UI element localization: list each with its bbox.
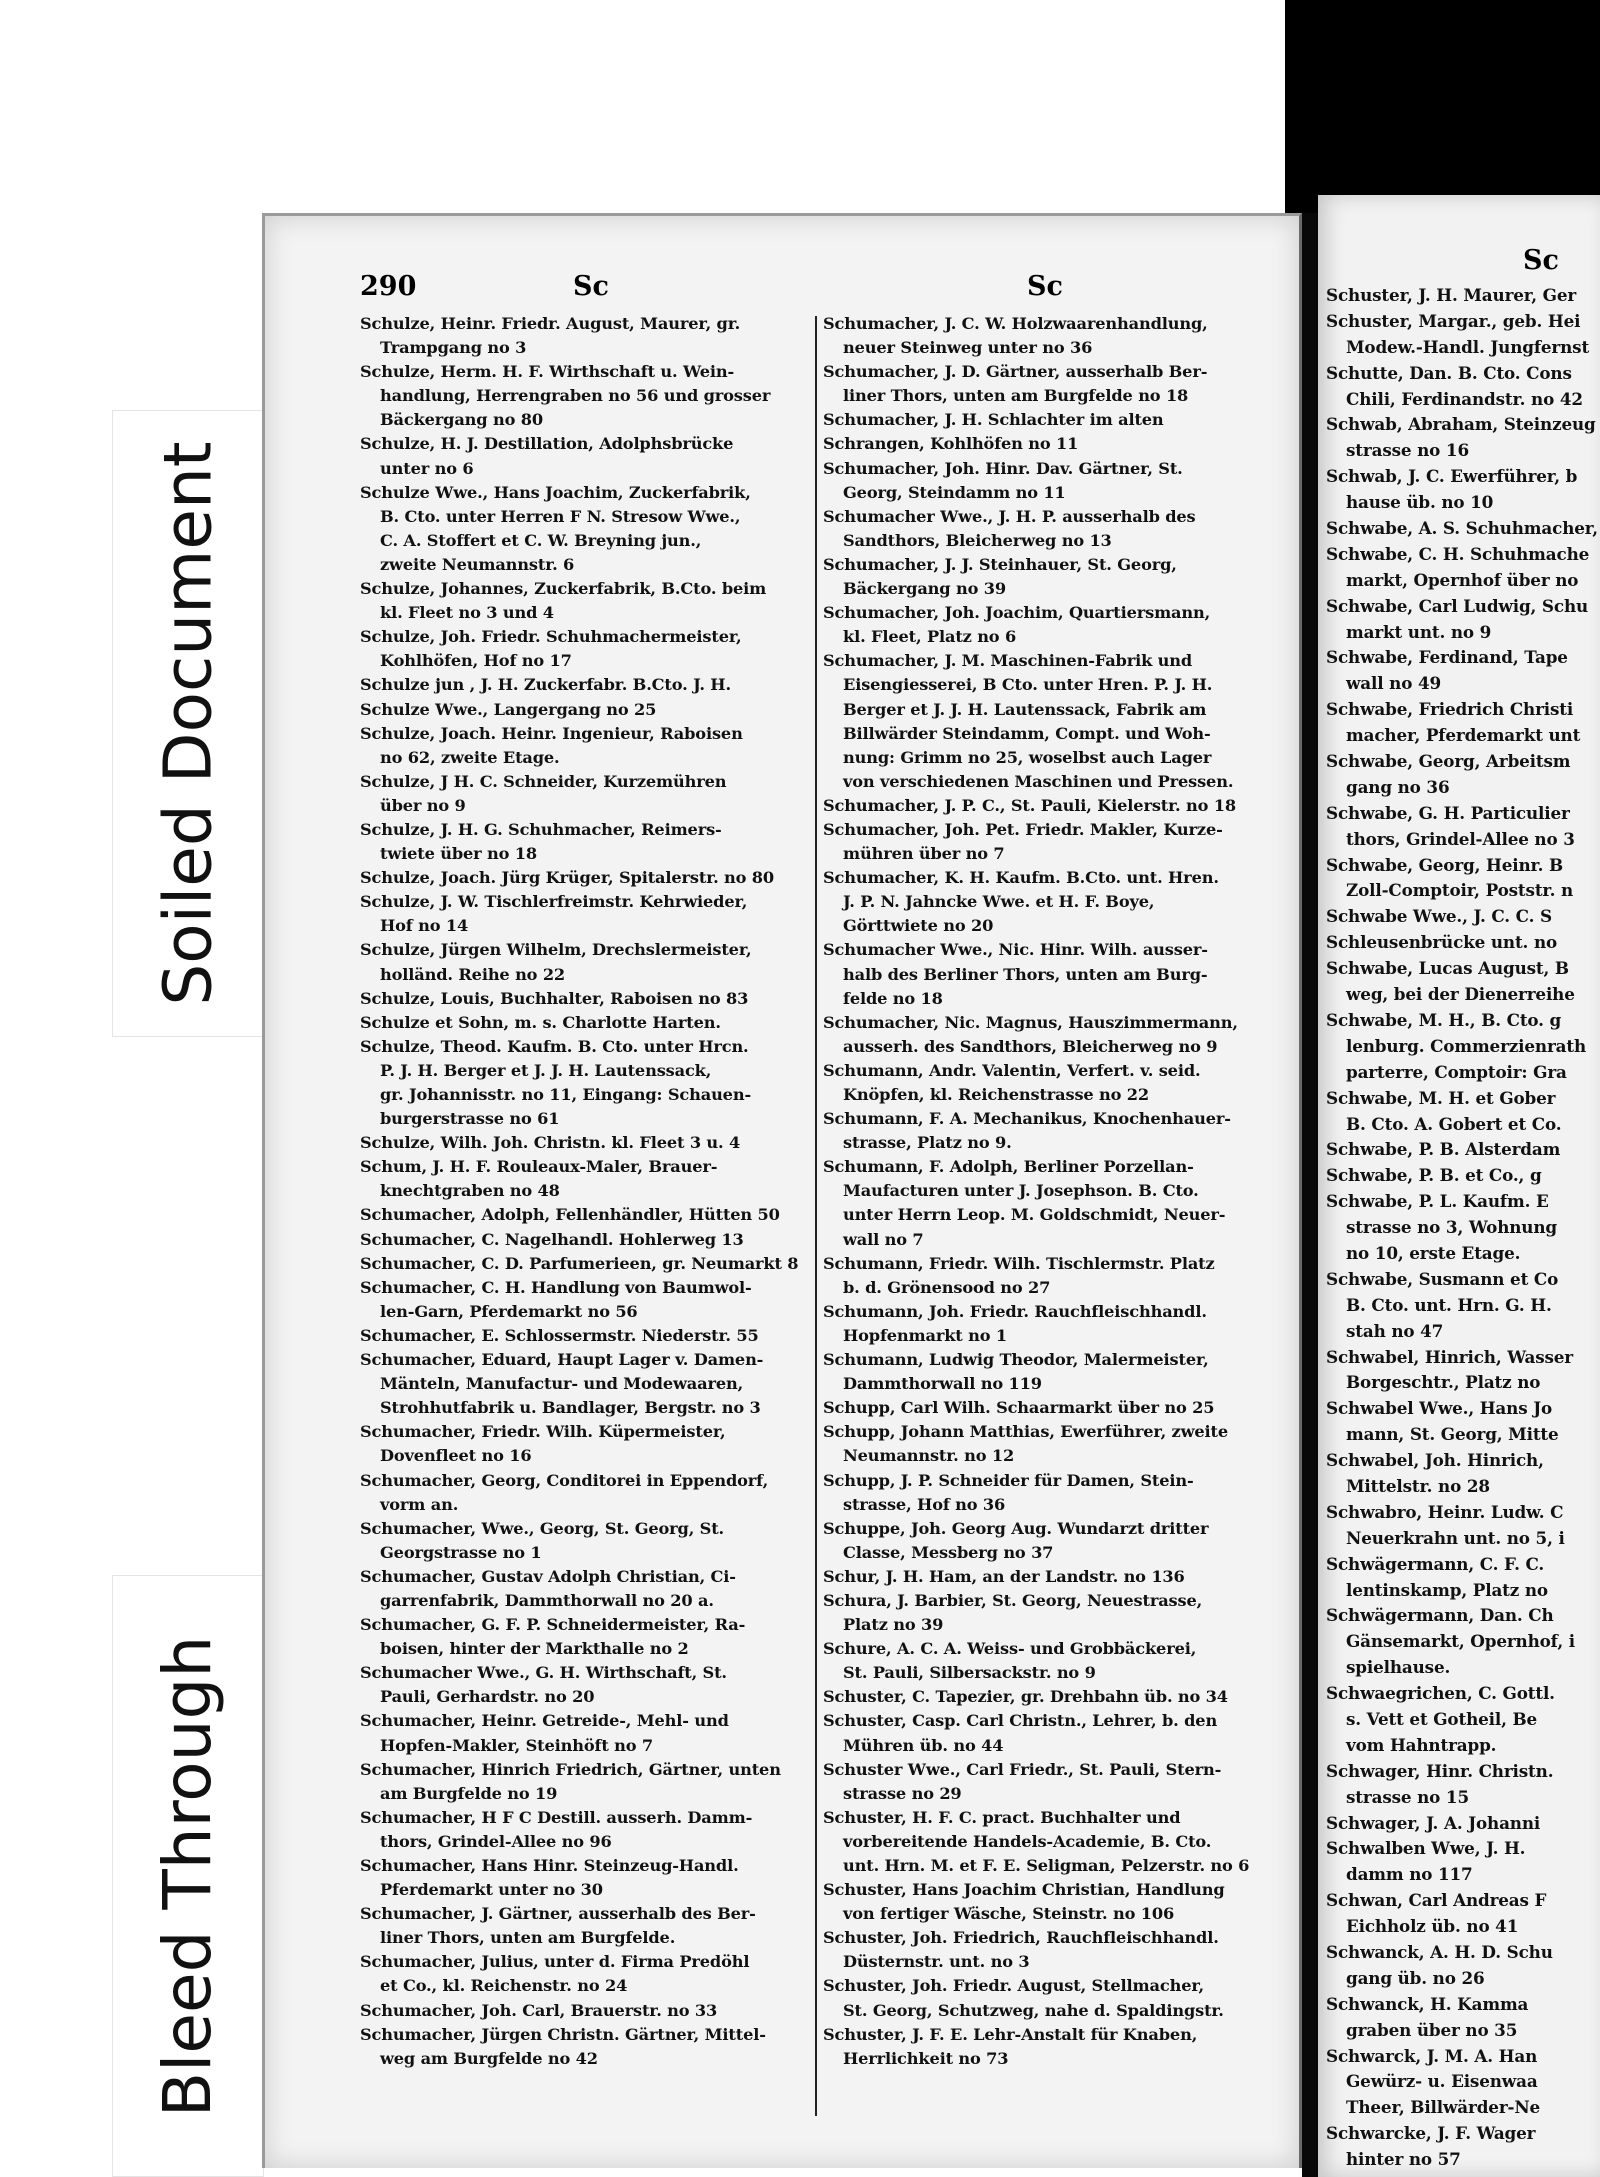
directory-entry-continuation: vorm an. (380, 1494, 459, 1514)
directory-entry-line: Schwabe, Lucas August, B (1326, 958, 1569, 979)
directory-entry-continuation: markt unt. no 9 (1346, 621, 1492, 642)
directory-entry-continuation: Platz no 39 (843, 1615, 944, 1635)
directory-entry-continuation: Pauli, Gerhardstr. no 20 (380, 1687, 595, 1707)
directory-entry-continuation: twiete über no 18 (380, 844, 538, 864)
directory-entry-line: Schuster Wwe., Carl Friedr., St. Pauli, Stern- (823, 1759, 1222, 1779)
directory-entry-line: Schwabe, G. H. Particulier (1326, 802, 1570, 823)
directory-entry-continuation: Georg, Steindamm no 11 (843, 482, 1066, 502)
directory-entry-line: Schwabe, M. H. et Gober (1326, 1087, 1556, 1108)
directory-entry-continuation: handlung, Herrengraben no 56 und grosser (380, 386, 771, 406)
directory-entry-continuation: Eichholz üb. no 41 (1346, 1916, 1519, 1937)
scan-dark-background (1285, 0, 1600, 213)
directory-entry-line: Schulze, J. W. Tischlerfreimstr. Kehrwieder, (360, 892, 748, 912)
directory-entry-continuation: kl. Fleet no 3 und 4 (380, 603, 554, 623)
directory-column-3 (1326, 285, 1600, 2175)
directory-entry-line: Schwabe, Ferdinand, Tape (1326, 647, 1568, 668)
directory-entry-continuation: Neumannstr. no 12 (843, 1446, 1015, 1466)
directory-entry-line: Schleusenbrücke unt. no (1326, 932, 1558, 953)
directory-column-2 (823, 314, 1283, 2073)
directory-entry-line: Schwägermann, Dan. Ch (1326, 1605, 1554, 1626)
directory-entry-line: Schulze Wwe., Hans Joachim, Zuckerfabrik, (360, 482, 751, 502)
directory-entry-line: Schumacher, Eduard, Haupt Lager v. Damen- (360, 1350, 764, 1370)
directory-entry-continuation: s. Vett et Gotheil, Be (1346, 1708, 1538, 1729)
directory-entry-continuation: J. P. N. Jahncke Wwe. et H. F. Boye, (843, 892, 1155, 912)
page-header-left: Sc (573, 271, 609, 302)
directory-entry-continuation: Hof no 14 (380, 916, 469, 936)
directory-entry-line: Schwägermann, C. F. C. (1326, 1553, 1545, 1574)
directory-entry-continuation: unt. Hrn. M. et F. E. Seligman, Pelzerstr. no 6 (843, 1856, 1250, 1875)
directory-entry-line: Schwabel Wwe., Hans Jo (1326, 1398, 1553, 1419)
directory-entry-continuation: weg, bei der Dienerreihe (1346, 984, 1575, 1005)
directory-entry-line: Schumacher, C. H. Handlung von Baumwol- (360, 1277, 752, 1297)
directory-entry-continuation: am Burgfelde no 19 (380, 1783, 558, 1803)
directory-entry-continuation: wall no 49 (1346, 673, 1442, 694)
directory-entry-continuation: Berger et J. J. H. Lautenssack, Fabrik am (843, 699, 1207, 719)
directory-entry-line: Schumacher, Georg, Conditorei in Eppendorf, (360, 1470, 769, 1490)
left-page (262, 213, 1302, 2168)
directory-entry-line: Schwabel, Joh. Hinrich, (1326, 1450, 1544, 1471)
directory-entry-line: Schumacher, C. D. Parfumerieen, gr. Neumarkt 8 (360, 1253, 799, 1273)
directory-entry-line: Schwabe, A. S. Schuhmacher, (1326, 518, 1598, 539)
directory-entry-line: Schuster, H. F. C. pract. Buchhalter und (823, 1807, 1181, 1827)
directory-entry-continuation: strasse, Platz no 9. (843, 1133, 1012, 1153)
directory-entry-continuation: B. Cto. unt. Hrn. G. H. (1346, 1294, 1552, 1315)
directory-entry-continuation: Dovenfleet no 16 (380, 1446, 532, 1466)
soiled-document-label-box (112, 410, 264, 1037)
directory-entry-line: Schwab, Abraham, Steinzeug (1326, 414, 1596, 435)
directory-entry-continuation: mühren über no 7 (843, 844, 1005, 864)
directory-entry-line: Schumacher, Heinr. Getreide-, Mehl- und (360, 1711, 729, 1731)
directory-entry-line: Schwabe, Friedrich Christi (1326, 699, 1574, 720)
directory-entry-line: Schumann, Joh. Friedr. Rauchfleischhandl. (823, 1301, 1207, 1321)
directory-entry-continuation: et Co., kl. Reichenstr. no 24 (380, 1976, 628, 1996)
page-number: 290 (360, 271, 417, 302)
directory-entry-line: Schwarcke, J. F. Wager (1326, 2123, 1536, 2144)
directory-entry-line: Schulze, J. H. G. Schuhmacher, Reimers- (360, 819, 722, 839)
right-page-header: Sc (1523, 245, 1559, 276)
directory-entry-line: Schumacher, K. H. Kaufm. B.Cto. unt. Hren. (823, 868, 1219, 888)
directory-entry-continuation: Bäckergang no 80 (380, 410, 543, 430)
directory-entry-continuation: unter no 6 (380, 458, 474, 478)
directory-entry-line: Schuster, C. Tapezier, gr. Drehbahn üb. no 34 (823, 1687, 1228, 1707)
directory-entry-continuation: Theer, Billwärder-Ne (1346, 2097, 1541, 2118)
directory-entry-continuation: unter Herrn Leop. M. Goldschmidt, Neuer- (843, 1205, 1226, 1225)
directory-entry-line: Schumacher, E. Schlossermstr. Niederstr. 55 (360, 1325, 759, 1345)
directory-entry-continuation: zweite Neumannstr. 6 (380, 554, 575, 574)
directory-entry-line: Schuster, Casp. Carl Christn., Lehrer, b. den (823, 1711, 1218, 1731)
directory-entry-line: Schura, J. Barbier, St. Georg, Neuestrasse, (823, 1590, 1203, 1610)
directory-entry-line: Schumacher, H F C Destill. ausserh. Damm- (360, 1807, 753, 1827)
directory-entry-continuation: liner Thors, unten am Burgfelde. (380, 1928, 676, 1948)
directory-entry-continuation: P. J. H. Berger et J. J. H. Lautenssack, (380, 1060, 712, 1080)
directory-entry-line: Schumann, Andr. Valentin, Verfert. v. seid. (823, 1060, 1201, 1080)
directory-entry-line: Schwanck, H. Kamma (1326, 1993, 1529, 2014)
directory-entry-line: Schwabro, Heinr. Ludw. C (1326, 1501, 1564, 1522)
directory-entry-continuation: Billwärder Steindamm, Compt. und Woh- (843, 723, 1211, 743)
directory-entry-line: Schumann, F. A. Mechanikus, Knochenhauer- (823, 1109, 1231, 1129)
directory-entry-continuation: lenburg. Commerzienrath (1346, 1035, 1587, 1056)
directory-entry-continuation: no 62, zweite Etage. (380, 747, 560, 767)
directory-entry-line: Schulze Wwe., Langergang no 25 (360, 699, 657, 719)
directory-entry-continuation: garrenfabrik, Dammthorwall no 20 a. (380, 1590, 714, 1610)
directory-entry-continuation: no 10, erste Etage. (1346, 1242, 1521, 1263)
directory-entry-line: Schulze, Herm. H. F. Wirthschaft u. Wein- (360, 362, 735, 382)
directory-entry-line: Schumann, Ludwig Theodor, Malermeister, (823, 1350, 1209, 1370)
directory-entry-line: Schumacher, Wwe., Georg, St. Georg, St. (360, 1518, 725, 1538)
directory-entry-line: Schwabe, P. L. Kaufm. E (1326, 1191, 1549, 1212)
directory-entry-continuation: gang no 36 (1346, 776, 1450, 797)
directory-entry-line: Schwabe, Georg, Arbeitsm (1326, 751, 1571, 772)
directory-entry-line: Schumacher, J. C. W. Holzwaarenhandlung, (823, 314, 1208, 333)
directory-entry-line: Schumacher, Hinrich Friedrich, Gärtner, unten (360, 1759, 781, 1779)
directory-entry-continuation: von fertiger Wäsche, Steinstr. no 106 (843, 1904, 1175, 1924)
directory-entry-line: Schulze, Wilh. Joh. Christn. kl. Fleet 3 u. 4 (360, 1133, 741, 1153)
directory-entry-continuation: Maufacturen unter J. Josephson. B. Cto. (843, 1181, 1199, 1201)
directory-entry-continuation: lentinskamp, Platz no (1346, 1579, 1548, 1600)
directory-entry-continuation: Sandthors, Bleicherweg no 13 (843, 530, 1112, 550)
directory-entry-line: Schulze, Jürgen Wilhelm, Drechslermeister, (360, 940, 752, 960)
directory-entry-line: Schwabe Wwe., J. C. C. S (1326, 906, 1552, 927)
directory-entry-line: Schuster, Joh. Friedr. August, Stellmacher, (823, 1976, 1205, 1996)
directory-entry-line: Schumann, F. Adolph, Berliner Porzellan- (823, 1157, 1194, 1177)
directory-entry-continuation: Strohhutfabrik u. Bandlager, Bergstr. no 3 (380, 1398, 761, 1418)
directory-entry-line: Schwabe, P. B. et Co., g (1326, 1165, 1542, 1186)
directory-entry-continuation: hinter no 57 (1346, 2149, 1461, 2170)
directory-entry-line: Schumacher, J. D. Gärtner, ausserhalb Ber- (823, 362, 1208, 382)
directory-entry-line: Schulze, J H. C. Schneider, Kurzemühren (360, 771, 727, 791)
directory-entry-line: Schumann, Friedr. Wilh. Tischlermstr. Platz (823, 1253, 1215, 1273)
directory-entry-continuation: Mittelstr. no 28 (1346, 1475, 1490, 1496)
directory-entry-continuation: Modew.-Handl. Jungfernst (1346, 336, 1590, 357)
directory-entry-continuation: St. Pauli, Silbersackstr. no 9 (843, 1663, 1096, 1683)
soiled-document-label: Soiled Document (149, 441, 227, 1006)
directory-entry-line: Schwaegrichen, C. Gottl. (1326, 1683, 1555, 1704)
directory-entry-line: Schulze, Joach. Jürg Krüger, Spitalerstr. no 80 (360, 868, 775, 888)
directory-entry-line: Schulze, Heinr. Friedr. August, Maurer, gr. (360, 314, 741, 333)
directory-entry-line: Schumacher, Joh. Hinr. Dav. Gärtner, St. (823, 458, 1183, 478)
directory-entry-line: Schumacher, Julius, unter d. Firma Predöhl (360, 1952, 750, 1972)
directory-entry-continuation: C. A. Stoffert et C. W. Breyning jun., (380, 530, 702, 550)
directory-entry-line: Schrangen, Kohlhöfen no 11 (823, 434, 1079, 454)
directory-entry-line: Schumacher, Friedr. Wilh. Küpermeister, (360, 1422, 726, 1442)
directory-entry-continuation: Classe, Messberg no 37 (843, 1542, 1054, 1562)
directory-entry-line: Schwabe, Susmann et Co (1326, 1268, 1559, 1289)
directory-entry-continuation: Pferdemarkt unter no 30 (380, 1880, 603, 1900)
directory-entry-continuation: felde no 18 (843, 988, 943, 1008)
directory-entry-line: Schumacher Wwe., Nic. Hinr. Wilh. ausser- (823, 940, 1208, 960)
directory-entry-continuation: hause üb. no 10 (1346, 492, 1494, 513)
directory-entry-continuation: markt, Opernhof über no (1346, 569, 1579, 590)
directory-entry-continuation: burgerstrasse no 61 (380, 1109, 560, 1129)
directory-entry-line: Schumacher, J. J. Steinhauer, St. Georg, (823, 554, 1177, 574)
directory-entry-continuation: über no 9 (380, 795, 466, 815)
directory-entry-continuation: B. Cto. unter Herren F N. Stresow Wwe., (380, 506, 741, 526)
directory-entry-continuation: weg am Burgfelde no 42 (380, 2048, 598, 2068)
directory-entry-continuation: von verschiedenen Maschinen und Pressen. (843, 771, 1234, 791)
directory-entry-continuation: St. Georg, Schutzweg, nahe d. Spaldingstr. (843, 2000, 1224, 2020)
directory-entry-continuation: vorbereitende Handels-Academie, B. Cto. (843, 1831, 1212, 1851)
directory-entry-line: Schumacher, C. Nagelhandl. Hohlerweg 13 (360, 1229, 744, 1249)
directory-entry-continuation: Düsternstr. unt. no 3 (843, 1952, 1030, 1972)
directory-entry-continuation: wall no 7 (843, 1229, 924, 1249)
directory-entry-continuation: strasse no 3, Wohnung (1346, 1217, 1557, 1238)
directory-entry-line: Schum, J. H. F. Rouleaux-Maler, Brauer- (360, 1157, 718, 1177)
directory-entry-line: Schulze, H. J. Destillation, Adolphsbrücke (360, 434, 734, 454)
directory-entry-line: Schutte, Dan. B. Cto. Cons (1326, 362, 1572, 383)
directory-entry-line: Schwab, J. C. Ewerführer, b (1326, 466, 1578, 487)
directory-entry-line: Schulze, Joach. Heinr. Ingenieur, Raboisen (360, 723, 743, 743)
directory-entry-line: Schuppe, Joh. Georg Aug. Wundarzt dritter (823, 1518, 1209, 1538)
directory-entry-line: Schulze, Louis, Buchhalter, Raboisen no 83 (360, 988, 749, 1008)
directory-entry-line: Schumacher, J. H. Schlachter im alten (823, 410, 1164, 430)
directory-entry-line: Schumacher, J. Gärtner, ausserhalb des Ber- (360, 1904, 756, 1924)
directory-entry-line: Schumacher, G. F. P. Schneidermeister, Ra- (360, 1615, 746, 1635)
directory-entry-line: Schulze, Johannes, Zuckerfabrik, B.Cto. beim (360, 579, 767, 599)
directory-entry-continuation: strasse, Hof no 36 (843, 1494, 1006, 1514)
directory-entry-line: Schupp, Carl Wilh. Schaarmarkt über no 25 (823, 1398, 1215, 1418)
directory-entry-continuation: Hopfenmarkt no 1 (843, 1325, 1007, 1345)
directory-entry-continuation: len-Garn, Pferdemarkt no 56 (380, 1301, 638, 1321)
directory-entry-continuation: Borgeschtr., Platz no (1346, 1372, 1541, 1393)
directory-entry-line: Schwabe, C. H. Schuhmache (1326, 543, 1590, 564)
directory-entry-continuation: gr. Johannisstr. no 11, Eingang: Schauen- (380, 1085, 752, 1104)
directory-entry-line: Schwanck, A. H. D. Schu (1326, 1942, 1553, 1962)
directory-entry-continuation: damm no 117 (1346, 1864, 1473, 1885)
directory-entry-continuation: Georgstrasse no 1 (380, 1542, 542, 1562)
directory-entry-line: Schwalben Wwe, J. H. (1326, 1838, 1526, 1859)
directory-entry-line: Schulze jun , J. H. Zuckerfabr. B.Cto. J. H. (360, 675, 731, 695)
directory-entry-continuation: nung: Grimm no 25, woselbst auch Lager (843, 747, 1212, 767)
right-page-partial (1318, 195, 1600, 2177)
directory-entry-line: Schwabel, Hinrich, Wasser (1326, 1346, 1574, 1367)
directory-entry-continuation: Kohlhöfen, Hof no 17 (380, 651, 572, 671)
directory-entry-line: Schupp, J. P. Schneider für Damen, Stein- (823, 1470, 1194, 1490)
directory-entry-line: Schumacher, Jürgen Christn. Gärtner, Mittel- (360, 2024, 766, 2044)
directory-entry-continuation: halb des Berliner Thors, unten am Burg- (843, 964, 1208, 984)
directory-entry-continuation: liner Thors, unten am Burgfelde no 18 (843, 386, 1189, 406)
directory-entry-continuation: kl. Fleet, Platz no 6 (843, 627, 1017, 647)
directory-entry-continuation: Eisengiesserei, B Cto. unter Hren. P. J. H. (843, 675, 1213, 695)
directory-entry-continuation: Bäckergang no 39 (843, 579, 1006, 599)
directory-entry-line: Schuster, Hans Joachim Christian, Handlung (823, 1880, 1225, 1900)
directory-entry-continuation: Chili, Ferdinandstr. no 42 (1346, 388, 1583, 409)
directory-entry-continuation: thors, Grindel-Allee no 96 (380, 1831, 612, 1851)
directory-entry-continuation: Neuerkrahn unt. no 5, i (1346, 1527, 1565, 1548)
directory-entry-line: Schumacher, Joh. Pet. Friedr. Makler, Kurze- (823, 819, 1223, 839)
directory-entry-line: Schwabe, Carl Ludwig, Schu (1326, 595, 1589, 616)
directory-entry-line: Schwager, Hinr. Christn. (1326, 1760, 1554, 1781)
directory-entry-line: Schuster, J. F. E. Lehr-Anstalt für Knaben, (823, 2024, 1198, 2044)
directory-entry-line: Schur, J. H. Ham, an der Landstr. no 136 (823, 1566, 1185, 1586)
directory-entry-continuation: Hopfen-Makler, Steinhöft no 7 (380, 1735, 653, 1755)
directory-entry-line: Schwabe, M. H., B. Cto. g (1326, 1009, 1562, 1030)
directory-entry-line: Schure, A. C. A. Weiss- und Grobbäckerei, (823, 1639, 1197, 1659)
directory-entry-continuation: Herrlichkeit no 73 (843, 2048, 1009, 2068)
directory-entry-continuation: Görttwiete no 20 (843, 916, 994, 936)
directory-entry-line: Schumacher, J. M. Maschinen-Fabrik und (823, 651, 1193, 671)
directory-entry-continuation: holländ. Reihe no 22 (380, 964, 566, 984)
directory-entry-continuation: strasse no 15 (1346, 1786, 1469, 1807)
book-spine (1302, 213, 1318, 2177)
directory-entry-line: Schumacher, J. P. C., St. Pauli, Kielerstr. no 18 (823, 795, 1236, 815)
bleed-through-label: Bleed Through (149, 1635, 227, 2117)
directory-entry-continuation: boisen, hinter der Markthalle no 2 (380, 1639, 689, 1659)
directory-entry-continuation: ausserh. des Sandthors, Bleicherweg no 9 (843, 1036, 1218, 1056)
directory-entry-continuation: strasse no 29 (843, 1783, 962, 1803)
directory-entry-continuation: mann, St. Georg, Mitte (1346, 1424, 1559, 1445)
directory-entry-continuation: graben über no 35 (1346, 2019, 1518, 2040)
directory-entry-continuation: Gewürz- u. Eisenwaa (1346, 2071, 1538, 2092)
directory-entry-line: Schumacher Wwe., J. H. P. ausserhalb des (823, 506, 1196, 526)
column-divider (815, 316, 817, 2116)
directory-entry-line: Schumacher, Hans Hinr. Steinzeug-Handl. (360, 1856, 739, 1875)
directory-entry-line: Schwager, J. A. Johanni (1326, 1812, 1541, 1833)
directory-entry-line: Schumacher, Gustav Adolph Christian, Ci- (360, 1566, 736, 1586)
directory-entry-line: Schwan, Carl Andreas F (1326, 1890, 1547, 1911)
directory-entry-continuation: neuer Steinweg unter no 36 (843, 338, 1093, 358)
directory-entry-continuation: spielhause. (1346, 1657, 1451, 1678)
directory-entry-continuation: b. d. Grönensood no 27 (843, 1277, 1051, 1297)
directory-entry-line: Schumacher Wwe., G. H. Wirthschaft, St. (360, 1663, 727, 1683)
directory-entry-continuation: Dammthorwall no 119 (843, 1374, 1042, 1394)
directory-entry-line: Schwarck, J. M. A. Han (1326, 2045, 1538, 2066)
directory-entry-continuation: Knöpfen, kl. Reichenstrasse no 22 (843, 1085, 1150, 1104)
directory-entry-continuation: gang üb. no 26 (1346, 1967, 1485, 1988)
directory-entry-line: Schuster, J. H. Maurer, Ger (1326, 285, 1577, 305)
directory-entry-line: Schupp, Johann Matthias, Ewerführer, zweite (823, 1422, 1228, 1442)
directory-entry-line: Schumacher, Adolph, Fellenhändler, Hütten 50 (360, 1205, 780, 1225)
directory-entry-continuation: Zoll-Comptoir, Poststr. n (1346, 880, 1574, 901)
directory-entry-continuation: Trampgang no 3 (380, 338, 527, 358)
directory-entry-line: Schulze, Theod. Kaufm. B. Cto. unter Hrcn. (360, 1036, 749, 1056)
directory-entry-continuation: strasse no 16 (1346, 440, 1469, 461)
directory-entry-continuation: Gänsemarkt, Opernhof, i (1346, 1631, 1575, 1652)
directory-entry-continuation: macher, Pferdemarkt unt (1346, 725, 1581, 746)
directory-entry-line: Schumacher, Joh. Joachim, Quartiersmann, (823, 603, 1211, 623)
directory-entry-line: Schulze, Joh. Friedr. Schuhmachermeister, (360, 627, 742, 647)
directory-entry-line: Schwabe, Georg, Heinr. B (1326, 854, 1564, 875)
directory-entry-continuation: Mühren üb. no 44 (843, 1735, 1004, 1755)
directory-entry-continuation: knechtgraben no 48 (380, 1181, 560, 1201)
directory-entry-continuation: parterre, Comptoir: Gra (1346, 1061, 1567, 1082)
bleed-through-label-box (112, 1575, 264, 2177)
directory-entry-continuation: Mänteln, Manufactur- und Modewaaren, (380, 1374, 744, 1394)
directory-entry-continuation: thors, Grindel-Allee no 3 (1346, 828, 1575, 849)
directory-entry-continuation: vom Hahntrapp. (1346, 1734, 1497, 1755)
directory-entry-continuation: B. Cto. A. Gobert et Co. (1346, 1113, 1562, 1134)
directory-entry-line: Schulze et Sohn, m. s. Charlotte Harten. (360, 1012, 721, 1032)
directory-column-1 (360, 314, 820, 2073)
directory-entry-line: Schumacher, Nic. Magnus, Hauszimmermann, (823, 1012, 1238, 1032)
directory-entry-line: Schuster, Joh. Friedrich, Rauchfleischhandl. (823, 1928, 1219, 1948)
page-header-right: Sc (1027, 271, 1063, 302)
directory-entry-continuation: stah no 47 (1346, 1320, 1444, 1341)
directory-entry-line: Schwabe, P. B. Alsterdam (1326, 1139, 1561, 1160)
directory-entry-line: Schumacher, Joh. Carl, Brauerstr. no 33 (360, 2000, 718, 2020)
directory-entry-line: Schuster, Margar., geb. Hei (1326, 310, 1581, 331)
